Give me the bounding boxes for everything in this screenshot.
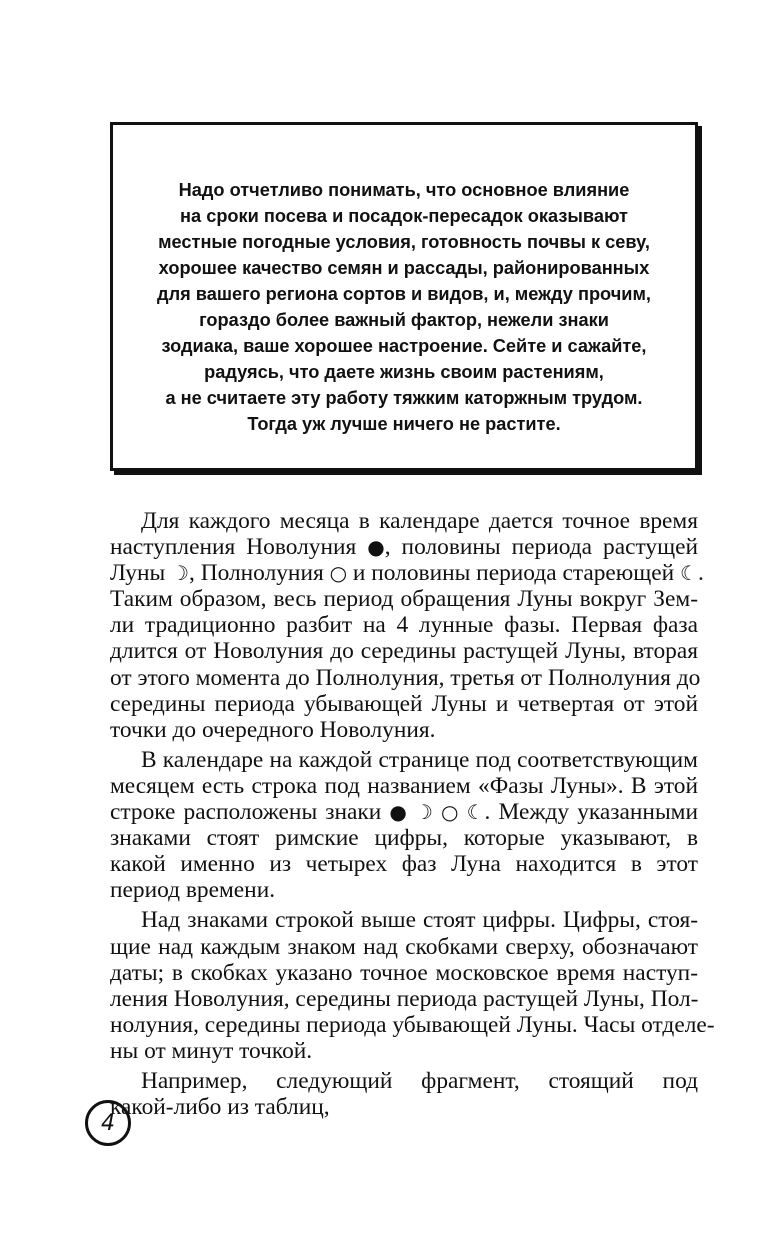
first-quarter-moon-icon: ☽	[414, 800, 433, 825]
text-line: какой-либо из таблиц,	[110, 1094, 330, 1121]
last-quarter-moon-icon: ☾	[680, 561, 698, 586]
note-line: гораздо более важный фактор, нежели знаки	[199, 310, 609, 330]
text-line: ления Новолуния, середины периода растущей Луны, Пол-	[110, 985, 699, 1012]
page-number	[85, 1100, 131, 1146]
body-text	[110, 508, 715, 1124]
text-line: знаками стоят римские цифры, которые указывают, в	[110, 825, 698, 852]
paragraph-example	[110, 1068, 698, 1120]
paragraph-calendar-row	[110, 747, 698, 904]
text-fragment: . Между указанными	[484, 799, 698, 826]
boxed-note	[110, 122, 698, 471]
first-quarter-moon-icon: ☽	[171, 561, 190, 586]
text-line: ли традиционно разбит на 4 лунные фазы. Первая фаза	[110, 612, 698, 639]
new-moon-icon: ●	[389, 800, 407, 825]
text-fragment: , Полнолуния	[189, 560, 324, 587]
note-line: на сроки посева и посадок-пересадок оказывают	[180, 206, 628, 226]
text-line: Таким образом, весь период обращения Луны вокруг Зем-	[110, 586, 698, 613]
page-number-label: 4	[101, 1110, 115, 1136]
text-fragment: .	[697, 560, 704, 587]
text-line: щие над каждым знаком над скобками сверху, обозначают	[110, 933, 698, 960]
text-fragment: и половины периода стареющей	[352, 560, 675, 587]
text-line: Для каждого месяца в календаре дается точное время	[141, 508, 698, 534]
text-line: от этого момента до Полнолуния, третья от Полнолуния до	[110, 664, 701, 691]
text-line: длится от Новолуния до середины растущей Луны, вторая	[110, 638, 698, 665]
note-line: для вашего региона сортов и видов, и, между прочим,	[157, 284, 651, 304]
text-line: нолуния, середины периода убывающей Луны. Часы отделе-	[110, 1011, 715, 1038]
boxed-note-text	[113, 177, 695, 437]
text-line: какой именно из четырех фаз Луна находится в этот	[110, 851, 698, 878]
full-moon-icon: ○	[329, 561, 348, 586]
note-line: Надо отчетливо понимать, что основное влияние	[178, 180, 630, 200]
note-line: Тогда уж лучше ничего не растите.	[247, 414, 561, 434]
note-line: зодиака, ваше хорошее настроение. Сейте и сажайте,	[161, 336, 647, 356]
full-moon-icon: ○	[441, 800, 459, 825]
note-line: местные погодные условия, готовность почвы к севу,	[158, 232, 650, 252]
text-fragment: строке расположены знаки	[110, 799, 382, 826]
last-quarter-moon-icon: ☾	[466, 800, 485, 825]
text-line: ны от минут точкой.	[110, 1037, 313, 1064]
paragraph-dates-explanation	[110, 907, 715, 1064]
text-fragment: Луны	[110, 560, 166, 587]
text-line	[110, 799, 698, 825]
text-line: Над знаками строкой выше стоят цифры. Цифры, стоя-	[141, 907, 698, 934]
new-moon-icon: ●	[367, 535, 385, 560]
note-line: хорошее качество семян и рассады, районированных	[158, 258, 650, 278]
text-fragment: , половины периода растущей	[384, 534, 698, 561]
text-line: период времени.	[110, 877, 276, 904]
text-line: даты; в скобках указано точное московское время наступ-	[110, 959, 698, 986]
text-line: В календаре на каждой странице под соответствующим	[141, 746, 698, 773]
text-line: точки до очередного Новолуния.	[110, 716, 436, 743]
text-line	[110, 560, 704, 587]
text-line: Например, следующий фрагмент, стоящий под	[141, 1067, 698, 1094]
paragraph-moon-phases-intro	[110, 508, 704, 743]
note-line: а не считаете эту работу тяжким каторжным трудом.	[165, 388, 643, 408]
text-line	[110, 534, 698, 560]
text-line: месяцем есть строка под названием «Фазы Луны». В этой	[110, 772, 698, 799]
note-line: радуясь, что даете жизнь своим растениям,	[204, 362, 604, 382]
text-line: середины периода убывающей Луны и четвертая от этой	[110, 690, 698, 717]
text-fragment: наступления Новолуния	[110, 534, 357, 561]
